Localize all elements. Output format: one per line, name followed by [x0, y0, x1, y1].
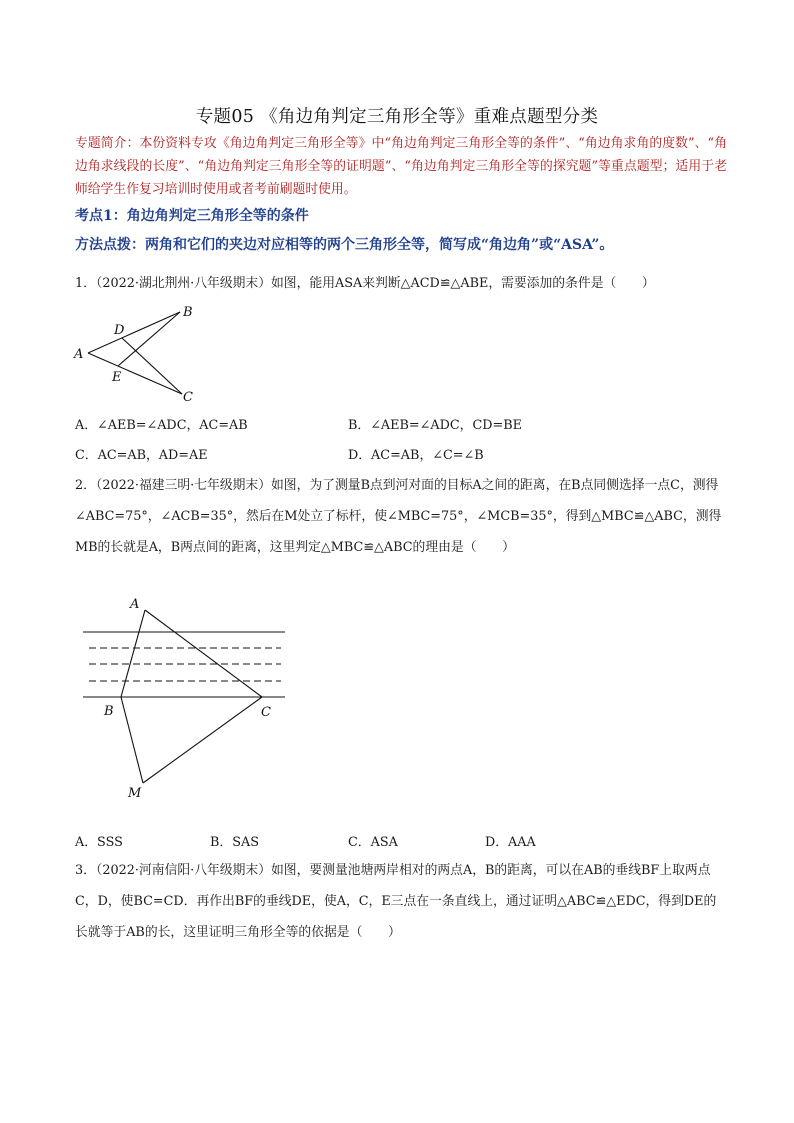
- q1-option-b: B．∠AEB=∠ADC，CD=BE: [348, 418, 522, 433]
- q2-option-a: A．SSS: [75, 835, 123, 850]
- question-1-figure: [70, 300, 210, 405]
- q2-label-A: A: [130, 597, 140, 612]
- segment-DC: [122, 338, 182, 394]
- segment-AC: [88, 353, 182, 394]
- q1-label-C: C: [183, 390, 193, 405]
- q2-label-C: C: [261, 705, 271, 720]
- q1-label-B: B: [183, 305, 193, 320]
- segment-AC: [145, 610, 262, 697]
- q2-option-c: C．ASA: [348, 835, 398, 850]
- segment-CM: [143, 697, 262, 783]
- q2-label-B: B: [104, 704, 114, 719]
- q2-option-b: B．SAS: [210, 835, 259, 850]
- segment-AB: [121, 610, 145, 697]
- topic-intro: 专题简介：本份资料专攻《角边角判定三角形全等》中“角边角判定三角形全等的条件”、“角边角求角的度数”、“角边角求线段的长度”、“角边角判定三角形全等的证明题”、“角边角判定三角形全等的探究题”等重点题型；适用于老师给学生作复习培训时使用或者考前刷题时使用。: [75, 136, 727, 197]
- question-2-figure: [75, 590, 295, 805]
- section-heading: 考点1：角边角判定三角形全等的条件: [75, 208, 309, 224]
- page-title: 专题05 《角边角判定三角形全等》重难点题型分类: [195, 107, 599, 127]
- q1-option-a: A．∠AEB=∠ADC，AC=AB: [75, 418, 248, 433]
- question-1-text: 1．（2022·湖北荆州·八年级期末）如图，能用ASA来判断△ACD≌△ABE，需要添加的条件是（ ）: [75, 276, 655, 291]
- segment-EB: [118, 312, 180, 366]
- q2-label-M: M: [128, 786, 142, 801]
- q1-option-c: C．AC=AB，AD=AE: [75, 448, 208, 463]
- method-tip: 方法点拨：两角和它们的夹边对应相等的两个三角形全等，简写成“角边角”或“ASA”。: [75, 237, 614, 253]
- question-2-text: 2．（2022·福建三明·七年级期末）如图，为了测量B点到河对面的目标A之间的距离，在B点同侧选择一点C，测得∠ABC=75°，∠ACB=35°，然后在M处立了标杆，使∠MBC=75°，∠MCB=35°，得到△MBC≌△ABC，测得MB的长就是A，B两点间的距离，这里判定△MBC≌△ABC的理由是（ ）: [75, 478, 722, 555]
- q1-label-D: D: [114, 323, 125, 338]
- q1-option-d: D．AC=AB，∠C=∠B: [348, 448, 484, 463]
- segment-BM: [121, 697, 143, 783]
- q2-option-d: D．AAA: [485, 835, 536, 850]
- q1-label-A: A: [74, 347, 84, 362]
- question-3-text: 3．（2022·河南信阳·八年级期末）如图，要测量池塘两岸相对的两点A，B的距离，可以在AB的垂线BF上取两点C，D，使BC=CD．再作出BF的垂线DE，使A，C，E三点在一条直线上，通过证明△ABC≌△EDC，得到DE的长就等于AB的长，这里证明三角形全等的依据是（ ）: [75, 863, 717, 940]
- q1-label-E: E: [112, 370, 122, 385]
- segment-AB: [88, 312, 180, 353]
